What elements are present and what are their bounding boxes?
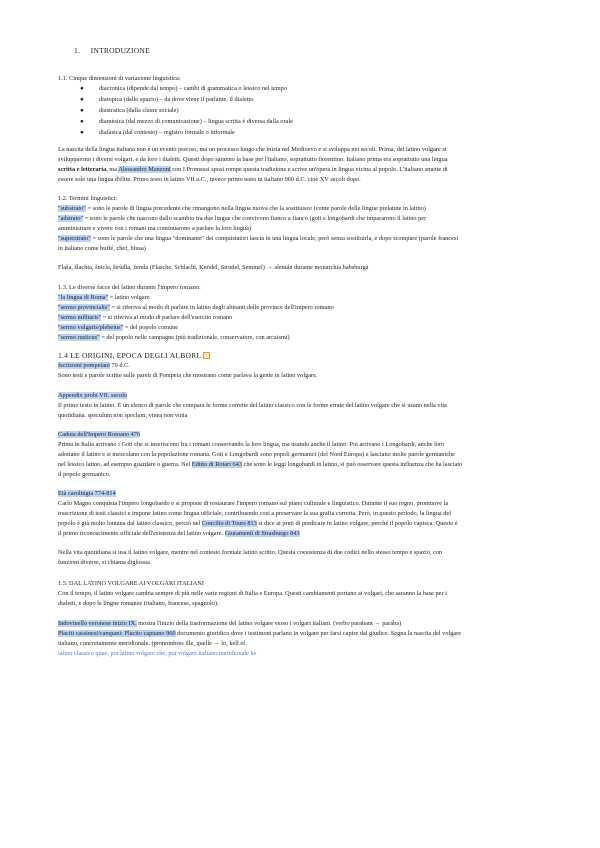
term-highlight: "sermo militaris"	[58, 314, 102, 321]
list-item: diatopica (dallo spazio) – da dove viene il parlante, il dialetto	[99, 96, 254, 103]
bullet-dot: ●	[80, 85, 84, 92]
term-highlight: "sermo rusticus"	[58, 334, 100, 341]
paragraph-line	[58, 362, 558, 370]
list-item: diacronica (dipende dal tempo) – cambi di grammatica o lessico nel tempo	[99, 85, 287, 92]
heading-text: 1.4 LE ORIGINI, EPOCA DEGLI ALBORI.	[58, 352, 202, 360]
term-highlight: "sermo vulgaris/plebeius"	[58, 324, 124, 331]
paragraph-line: Nella vita quotidiana si usa il latino volgare, mentre nel contesto formale latino scritto. Questa coesistenza di due codici nello stesso tempo e spazio, con	[58, 549, 443, 556]
label-highlight: Caduta dell'Impero Romano 476	[58, 431, 141, 438]
label-highlight: Concilio di Tours 813	[201, 520, 257, 527]
paragraph-line: Prima in Italia arrivano i Goti che si inseriscono fra i romani conservando la loro lingua, ma usando anche il latino. Poi arrivano i Longobardi, anche loro	[58, 441, 445, 448]
paragraph-line: Sono testi e parole scritte sulle pareti di Pompeia che mostrano come parlava la gente in latino volgare.	[58, 372, 318, 379]
label-highlight: Indovinello veronese inizio IX.	[58, 620, 137, 627]
text-span: 79 d.C.	[109, 362, 130, 369]
bullet-dot: ●	[80, 96, 84, 103]
label-highlight: Giuramenti di Strasburgo 843	[224, 530, 300, 537]
label-highlight: Età carolingia 774-814	[58, 490, 116, 497]
intro-number: 1.	[74, 47, 81, 55]
intro-heading	[74, 47, 574, 55]
list-item	[58, 324, 558, 332]
term-desc: = del popolo comune	[123, 324, 179, 331]
term-line	[58, 205, 558, 213]
text-span: si dice ai preti di predicare in latino volgare, perché il popolo capisca. Questo è	[256, 520, 458, 527]
paragraph-line: essere solo una lingua d'élite. Primo testo in latino VII a.C., invece primo testo in italiano 960 d.C. cioè XV secoli dopo.	[58, 176, 361, 183]
list-item	[58, 294, 558, 302]
bullet-dot: ●	[80, 129, 84, 136]
list-item: diamèsica (dal mezzo di comunicazione) – lingua scritta è diversa dalla orale	[99, 118, 293, 125]
label-highlight: Iscrizioni pompeiani	[58, 362, 110, 369]
paragraph-line	[58, 530, 558, 538]
paragraph-line: quotidiana. speculum non speclum, vinea non vinia	[58, 412, 188, 419]
term-line: amministrare e vivere con i romani ma continuarono a parlare la loro lingua)	[58, 225, 252, 232]
text-span: che sono le leggi longobardi in latino, si può osservare questa influenza che ha lasciato	[241, 461, 463, 468]
section-1-1-heading: 1.1. Cinque dimensioni di variazione linguistica:	[58, 75, 181, 82]
term-desc: = latino volgare	[108, 294, 150, 301]
bold-text: scritta e letteraria	[58, 166, 107, 173]
paragraph-line: svilupparono i diversi volgari, e da loro i dialetti. Questi dopo saranno la base per l'italiano, soprattutto fiorentino. Italiano prima era soprattutto una lingua	[58, 156, 448, 163]
paragraph-line	[58, 630, 558, 638]
text-span: il primo riconoscimento ufficiale dell'esistenza del latino volgare.	[58, 530, 225, 537]
term-highlight: "substrato"	[58, 205, 86, 212]
term-line: in italiano come buffé, chef, blusa)	[58, 245, 146, 252]
term-highlight: "adstrato"	[58, 215, 84, 222]
paragraph-line	[58, 620, 558, 628]
highlight-manzoni: Alessandro Manzoni	[118, 166, 171, 173]
text-span: , ma	[106, 166, 119, 173]
term-highlight: "sermo provincialis"	[58, 304, 110, 311]
paragraph-line	[58, 431, 558, 439]
paragraph-line	[58, 490, 558, 498]
text-span: popolo è già molto lontana dal latino classico, perciò nel	[58, 520, 202, 527]
label-highlight: Placiti cassinesi/campani: Placito capuano 960	[58, 630, 176, 637]
calendar-icon	[203, 352, 210, 359]
list-item	[58, 304, 558, 312]
paragraph-line: Carlo Magno conquista l'impero longobardo e si propone di restaurare l'impero romano sul piano culturale e linguistico. Durante il suo regno, promuove la	[58, 500, 449, 507]
term-desc: = sono le parole che una lingua "dominante" dei conquistatori lascia in una lingua locale, però senza sostituirla, e dopo scompare (parole francesi	[90, 235, 459, 242]
section-1-5-heading: 1.5. DAL LATINO VOLGARE AI VOLGARI ITALIANI	[58, 580, 204, 587]
term-desc: = si riferiva al modo di parlare dell'esercito romano	[101, 314, 233, 321]
text-span: nel lessico latino, ad esempio guardare o guerra. Nel	[58, 461, 192, 468]
list-item	[58, 314, 558, 322]
term-desc: = si riferiva al modo di parlare in latino degli abitanti delle province dell'impero romano	[109, 304, 334, 311]
list-item: diafàsica (dal contesto) – registro formale o informale	[99, 129, 235, 136]
label-highlight: Editto di Rotari 643	[191, 461, 242, 468]
paragraph-line: italiano, concretamente meridionale. (pronombres ille, quelle → lo, kell ef.	[58, 640, 247, 647]
term-desc: = sono le parole che nascono dallo scambio tra due lingue che convivono fianco a fianco (goti e longobardi che impararono il latino per	[83, 215, 427, 222]
paragraph-line: trascrizione di testi classici e impone latino come lingua ufficiale, contribuendo così a preservare la sua grafia corretta. Però, in questo periodo, la lingua del	[58, 510, 451, 517]
paragraph-line: La nascita della lingua italiana non è un evento preciso, ma un processo lungo che inizia nel Medioevo e si sviluppa nei secoli. Prima, del latino volgare si	[58, 146, 447, 153]
paragraph-line	[58, 461, 558, 469]
list-item	[58, 334, 558, 342]
paragraph-line: Flaša, šlachta, šnicla, štrùdla, žemla (Flasche, Schlacht, Knödel, Strudel, Semmel) → alemán durante monarchia habsburga	[58, 264, 369, 271]
paragraph-line: adottano il latino e si mescolano con la popolazione romana. Goti e Longobardi sono popoli germanici (del Nord Europa) e lasciano molte parole germaniche	[58, 451, 455, 458]
term-desc: = sono le parole di lingua precedente che rimangono nella lingua nuova che la sostituisce (come parole delle lingue prelatine in latino)	[85, 205, 426, 212]
term-line	[58, 215, 558, 223]
bullet-dot: ●	[80, 107, 84, 114]
paragraph-line	[58, 166, 558, 174]
bullet-dot: ●	[80, 118, 84, 125]
paragraph-line: latino classico quae, poi latino volgare che, poi volgare italiano meridionale ke	[58, 650, 257, 657]
paragraph-line: il popolo germanico.	[58, 471, 111, 478]
paragraph-line: Il primo testo in latino. È un elenco di parole che compara le forme corrette del latino classico con le forme errate del latino volgare che si usano nella vita	[58, 402, 447, 409]
section-1-4-heading	[58, 352, 558, 360]
paragraph-line: dialetti, e dopo le lingue romanze (italiano, francese, spagnolo).	[58, 600, 219, 607]
text-span: con I Promessi sposi rompe questa tradizione e scrive un'opera in lingua vicina al popolo. L'italiano smette di	[170, 166, 448, 173]
text-span: mostra l'inizio della trasformazione del latino volgare verso i volgari italiani. (verbo parabant → parába)	[136, 620, 402, 627]
paragraph-line: Con il tempo, il latino volgare cambia sempre di più nelle varie regioni di Italia e Europa. Questi cambiamenti portano ai volgari, che saranno la base per i	[58, 590, 447, 597]
term-highlight: "superstrato"	[58, 235, 91, 242]
label-highlight: Appendix probi VII. secolo	[58, 392, 128, 399]
term-line	[58, 235, 558, 243]
paragraph-line	[58, 520, 558, 528]
term-highlight: "la lingua di Roma"	[58, 294, 109, 301]
intro-title: INTRODUZIONE	[90, 47, 150, 55]
text-span: documento giuridico dove i testimoni parlano in volgare per farsi capire dal giudice. Segna la nascita del volgare	[175, 630, 462, 637]
section-1-2-heading: 1.2. Termini linguistici:	[58, 195, 118, 202]
paragraph-line	[58, 392, 558, 400]
term-desc: = del popolo nelle campagne (più tradizionale, conservatore, con arcaismi)	[99, 334, 290, 341]
section-1-3-heading: 1.3. Le diverse facce del latino durante l'impero romano:	[58, 284, 201, 291]
paragraph-line: funzioni diverse, si chiama diglossia.	[58, 559, 152, 566]
list-item: diastratica (dalla classe sociale)	[99, 107, 179, 114]
